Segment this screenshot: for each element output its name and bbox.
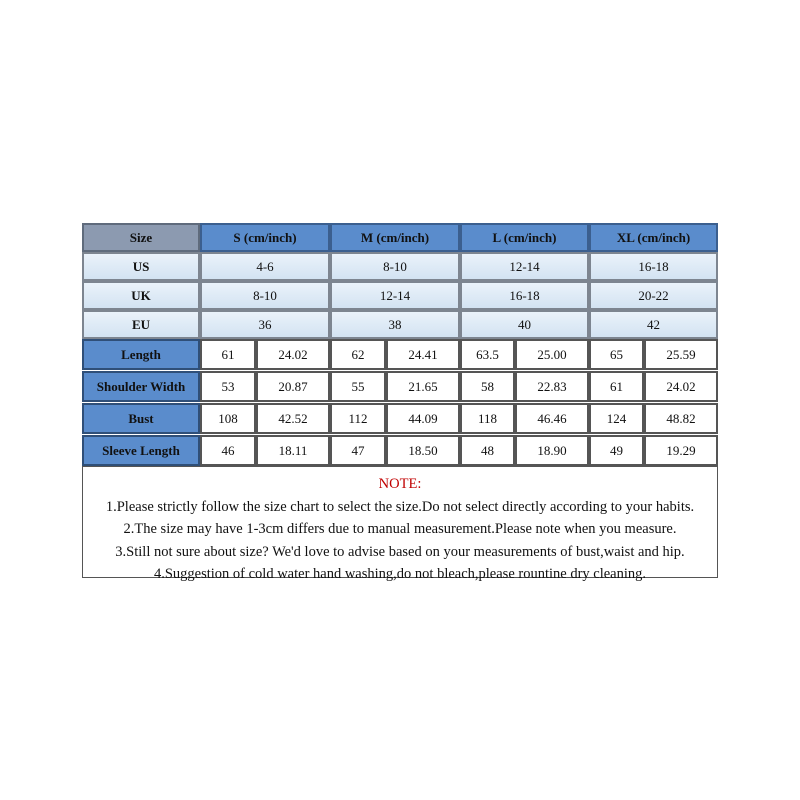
region-size-value: 36 xyxy=(200,310,330,339)
measurement-label: Bust xyxy=(82,403,200,434)
size-column-header: M (cm/inch) xyxy=(330,223,460,252)
measurement-inch-value: 19.29 xyxy=(644,435,718,466)
measurement-cm-value: 62 xyxy=(330,339,386,370)
measurement-inch-value: 24.02 xyxy=(644,371,718,402)
measurement-cm-value: 124 xyxy=(589,403,644,434)
measurement-cm-value: 65 xyxy=(589,339,644,370)
measurement-label: Length xyxy=(82,339,200,370)
region-label: EU xyxy=(82,310,200,339)
measurement-cm-value: 49 xyxy=(589,435,644,466)
size-column-header: XL (cm/inch) xyxy=(589,223,718,252)
region-size-value: 8-10 xyxy=(200,281,330,310)
measurement-inch-value: 24.02 xyxy=(256,339,330,370)
note-line: 3.Still not sure about size? We'd love to advise based on your measurements of bust,waist and hip. xyxy=(115,543,685,560)
measurement-inch-value: 25.00 xyxy=(515,339,589,370)
region-size-value: 12-14 xyxy=(460,252,589,281)
note-box xyxy=(82,466,718,582)
measurement-inch-value: 18.50 xyxy=(386,435,460,466)
measurement-inch-value: 18.90 xyxy=(515,435,589,466)
measurement-inch-value: 42.52 xyxy=(256,403,330,434)
size-column-header: S (cm/inch) xyxy=(200,223,330,252)
measurement-cm-value: 58 xyxy=(460,371,515,402)
measurement-cm-value: 48 xyxy=(460,435,515,466)
measurement-cm-value: 112 xyxy=(330,403,386,434)
measurement-inch-value: 20.87 xyxy=(256,371,330,402)
measurement-label: Shoulder Width xyxy=(82,371,200,402)
measurement-cm-value: 53 xyxy=(200,371,256,402)
region-size-value: 16-18 xyxy=(589,252,718,281)
measurement-label: Sleeve Length xyxy=(82,435,200,466)
region-size-value: 12-14 xyxy=(330,281,460,310)
measurement-cm-value: 63.5 xyxy=(460,339,515,370)
measurement-inch-value: 18.11 xyxy=(256,435,330,466)
region-size-value: 16-18 xyxy=(460,281,589,310)
region-size-value: 8-10 xyxy=(330,252,460,281)
measurement-inch-value: 46.46 xyxy=(515,403,589,434)
measurement-cm-value: 47 xyxy=(330,435,386,466)
size-column-header: L (cm/inch) xyxy=(460,223,589,252)
measurement-cm-value: 55 xyxy=(330,371,386,402)
measurement-inch-value: 48.82 xyxy=(644,403,718,434)
measurement-cm-value: 46 xyxy=(200,435,256,466)
size-header: Size xyxy=(82,223,200,252)
region-size-value: 38 xyxy=(330,310,460,339)
region-size-value: 4-6 xyxy=(200,252,330,281)
region-size-value: 40 xyxy=(460,310,589,339)
measurement-inch-value: 25.59 xyxy=(644,339,718,370)
measurement-cm-value: 108 xyxy=(200,403,256,434)
region-size-value: 20-22 xyxy=(589,281,718,310)
note-line: 2.The size may have 1-3cm differs due to manual measurement.Please note when you measure. xyxy=(123,521,677,537)
measurement-inch-value: 22.83 xyxy=(515,371,589,402)
measurement-inch-value: 21.65 xyxy=(386,371,460,402)
region-label: UK xyxy=(82,281,200,310)
measurement-cm-value: 61 xyxy=(589,371,644,402)
note-line: 1.Please strictly follow the size chart to select the size.Do not select directly according to your habits. xyxy=(105,498,695,515)
note-line: 4.Suggestion of cold water hand washing,do not bleach,please rountine dry cleaning. xyxy=(153,566,647,582)
region-size-value: 42 xyxy=(589,310,718,339)
note-title: NOTE: xyxy=(378,476,422,492)
measurement-inch-value: 24.41 xyxy=(386,339,460,370)
measurement-cm-value: 118 xyxy=(460,403,515,434)
measurement-cm-value: 61 xyxy=(200,339,256,370)
measurement-inch-value: 44.09 xyxy=(386,403,460,434)
region-label: US xyxy=(82,252,200,281)
